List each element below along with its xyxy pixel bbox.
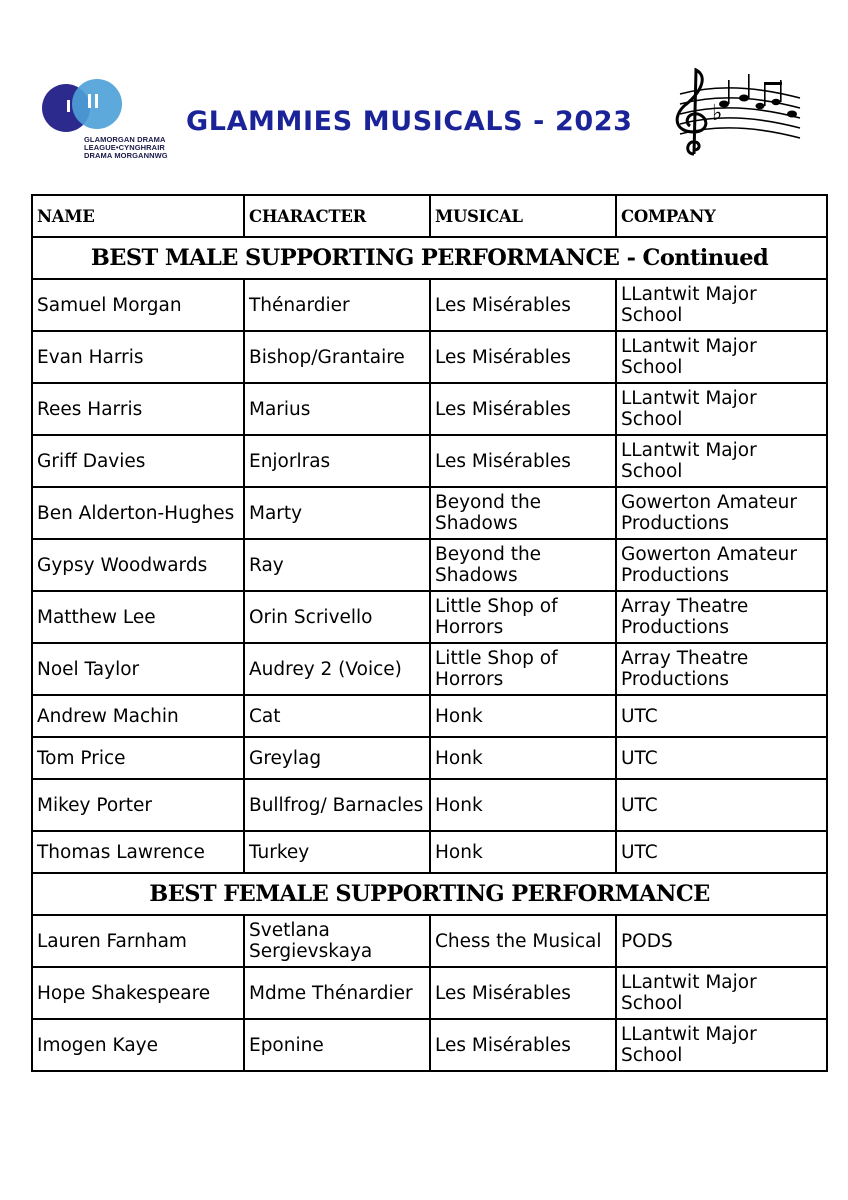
table-row <box>32 831 827 873</box>
column-header-name: NAME <box>32 195 244 237</box>
table-row <box>32 779 827 831</box>
section-row <box>32 237 827 279</box>
cell-musical: Honk <box>430 737 616 779</box>
cell-musical: Honk <box>430 831 616 873</box>
table-row <box>32 279 827 331</box>
column-header-musical: MUSICAL <box>430 195 616 237</box>
cell-name: Rees Harris <box>32 383 244 435</box>
cell-character: Marty <box>244 487 430 539</box>
cell-character: Orin Scrivello <box>244 591 430 643</box>
cell-name: Gypsy Woodwards <box>32 539 244 591</box>
cell-company: LLantwit Major School <box>616 967 827 1019</box>
cell-character: Marius <box>244 383 430 435</box>
table-row <box>32 487 827 539</box>
cell-company: UTC <box>616 831 827 873</box>
cell-name: Imogen Kaye <box>32 1019 244 1071</box>
music-notes-icon <box>672 62 808 158</box>
cell-company: LLantwit Major School <box>616 331 827 383</box>
cell-character: Bishop/Grantaire <box>244 331 430 383</box>
table-row <box>32 967 827 1019</box>
table-row <box>32 643 827 695</box>
cell-character: Audrey 2 (Voice) <box>244 643 430 695</box>
table-row <box>32 591 827 643</box>
table-row <box>32 915 827 967</box>
cell-company: Gowerton Amateur Productions <box>616 539 827 591</box>
table-row <box>32 383 827 435</box>
cell-name: Evan Harris <box>32 331 244 383</box>
cell-name: Samuel Morgan <box>32 279 244 331</box>
cell-name: Noel Taylor <box>32 643 244 695</box>
cell-company: Gowerton Amateur Productions <box>616 487 827 539</box>
cell-name: Mikey Porter <box>32 779 244 831</box>
cell-company: PODS <box>616 915 827 967</box>
cell-musical: Honk <box>430 779 616 831</box>
league-logo-text: GLAMORGAN DRAMA LEAGUE•CYNGHRAIR DRAMA MORGANNWG <box>84 135 168 160</box>
cell-company: Array Theatre Productions <box>616 591 827 643</box>
cell-musical: Honk <box>430 695 616 737</box>
cell-character: Greylag <box>244 737 430 779</box>
cell-character: Thénardier <box>244 279 430 331</box>
page-title: GLAMMIES MUSICALS - 2023 <box>186 106 633 137</box>
cell-character: Bullfrog/ Barnacles <box>244 779 430 831</box>
cell-musical: Les Misérables <box>430 383 616 435</box>
cell-company: UTC <box>616 695 827 737</box>
cell-company: UTC <box>616 779 827 831</box>
table-header-row <box>32 195 827 237</box>
section-row <box>32 873 827 915</box>
svg-text:♭: ♭ <box>712 101 723 126</box>
cell-name: Lauren Farnham <box>32 915 244 967</box>
table-row <box>32 1019 827 1071</box>
table-row <box>32 331 827 383</box>
cell-character: Eponine <box>244 1019 430 1071</box>
cell-company: Array Theatre Productions <box>616 643 827 695</box>
cell-company: LLantwit Major School <box>616 1019 827 1071</box>
cell-company: LLantwit Major School <box>616 383 827 435</box>
cell-musical: Beyond the Shadows <box>430 539 616 591</box>
cell-company: LLantwit Major School <box>616 279 827 331</box>
cell-character: Enjorlras <box>244 435 430 487</box>
cell-name: Matthew Lee <box>32 591 244 643</box>
cell-character: Svetlana Sergievskaya <box>244 915 430 967</box>
cell-company: LLantwit Major School <box>616 435 827 487</box>
cell-name: Griff Davies <box>32 435 244 487</box>
cell-musical: Little Shop of Horrors <box>430 591 616 643</box>
cell-musical: Les Misérables <box>430 435 616 487</box>
cell-musical: Chess the Musical <box>430 915 616 967</box>
cell-name: Andrew Machin <box>32 695 244 737</box>
cell-character: Ray <box>244 539 430 591</box>
table-row <box>32 737 827 779</box>
column-header-character: CHARACTER <box>244 195 430 237</box>
cell-company: UTC <box>616 737 827 779</box>
table-row <box>32 695 827 737</box>
cell-musical: Beyond the Shadows <box>430 487 616 539</box>
section-title: BEST MALE SUPPORTING PERFORMANCE - Continued <box>32 237 827 279</box>
cell-name: Thomas Lawrence <box>32 831 244 873</box>
cell-character: Mdme Thénardier <box>244 967 430 1019</box>
cell-musical: Les Misérables <box>430 279 616 331</box>
cell-name: Ben Alderton-Hughes <box>32 487 244 539</box>
cell-character: Cat <box>244 695 430 737</box>
cell-musical: Little Shop of Horrors <box>430 643 616 695</box>
table-row <box>32 435 827 487</box>
cell-musical: Les Misérables <box>430 967 616 1019</box>
cell-name: Tom Price <box>32 737 244 779</box>
column-header-company: COMPANY <box>616 195 827 237</box>
section-title: BEST FEMALE SUPPORTING PERFORMANCE <box>32 873 827 915</box>
awards-table <box>31 194 828 1072</box>
cell-musical: Les Misérables <box>430 331 616 383</box>
table-row <box>32 539 827 591</box>
cell-musical: Les Misérables <box>430 1019 616 1071</box>
cell-character: Turkey <box>244 831 430 873</box>
cell-name: Hope Shakespeare <box>32 967 244 1019</box>
